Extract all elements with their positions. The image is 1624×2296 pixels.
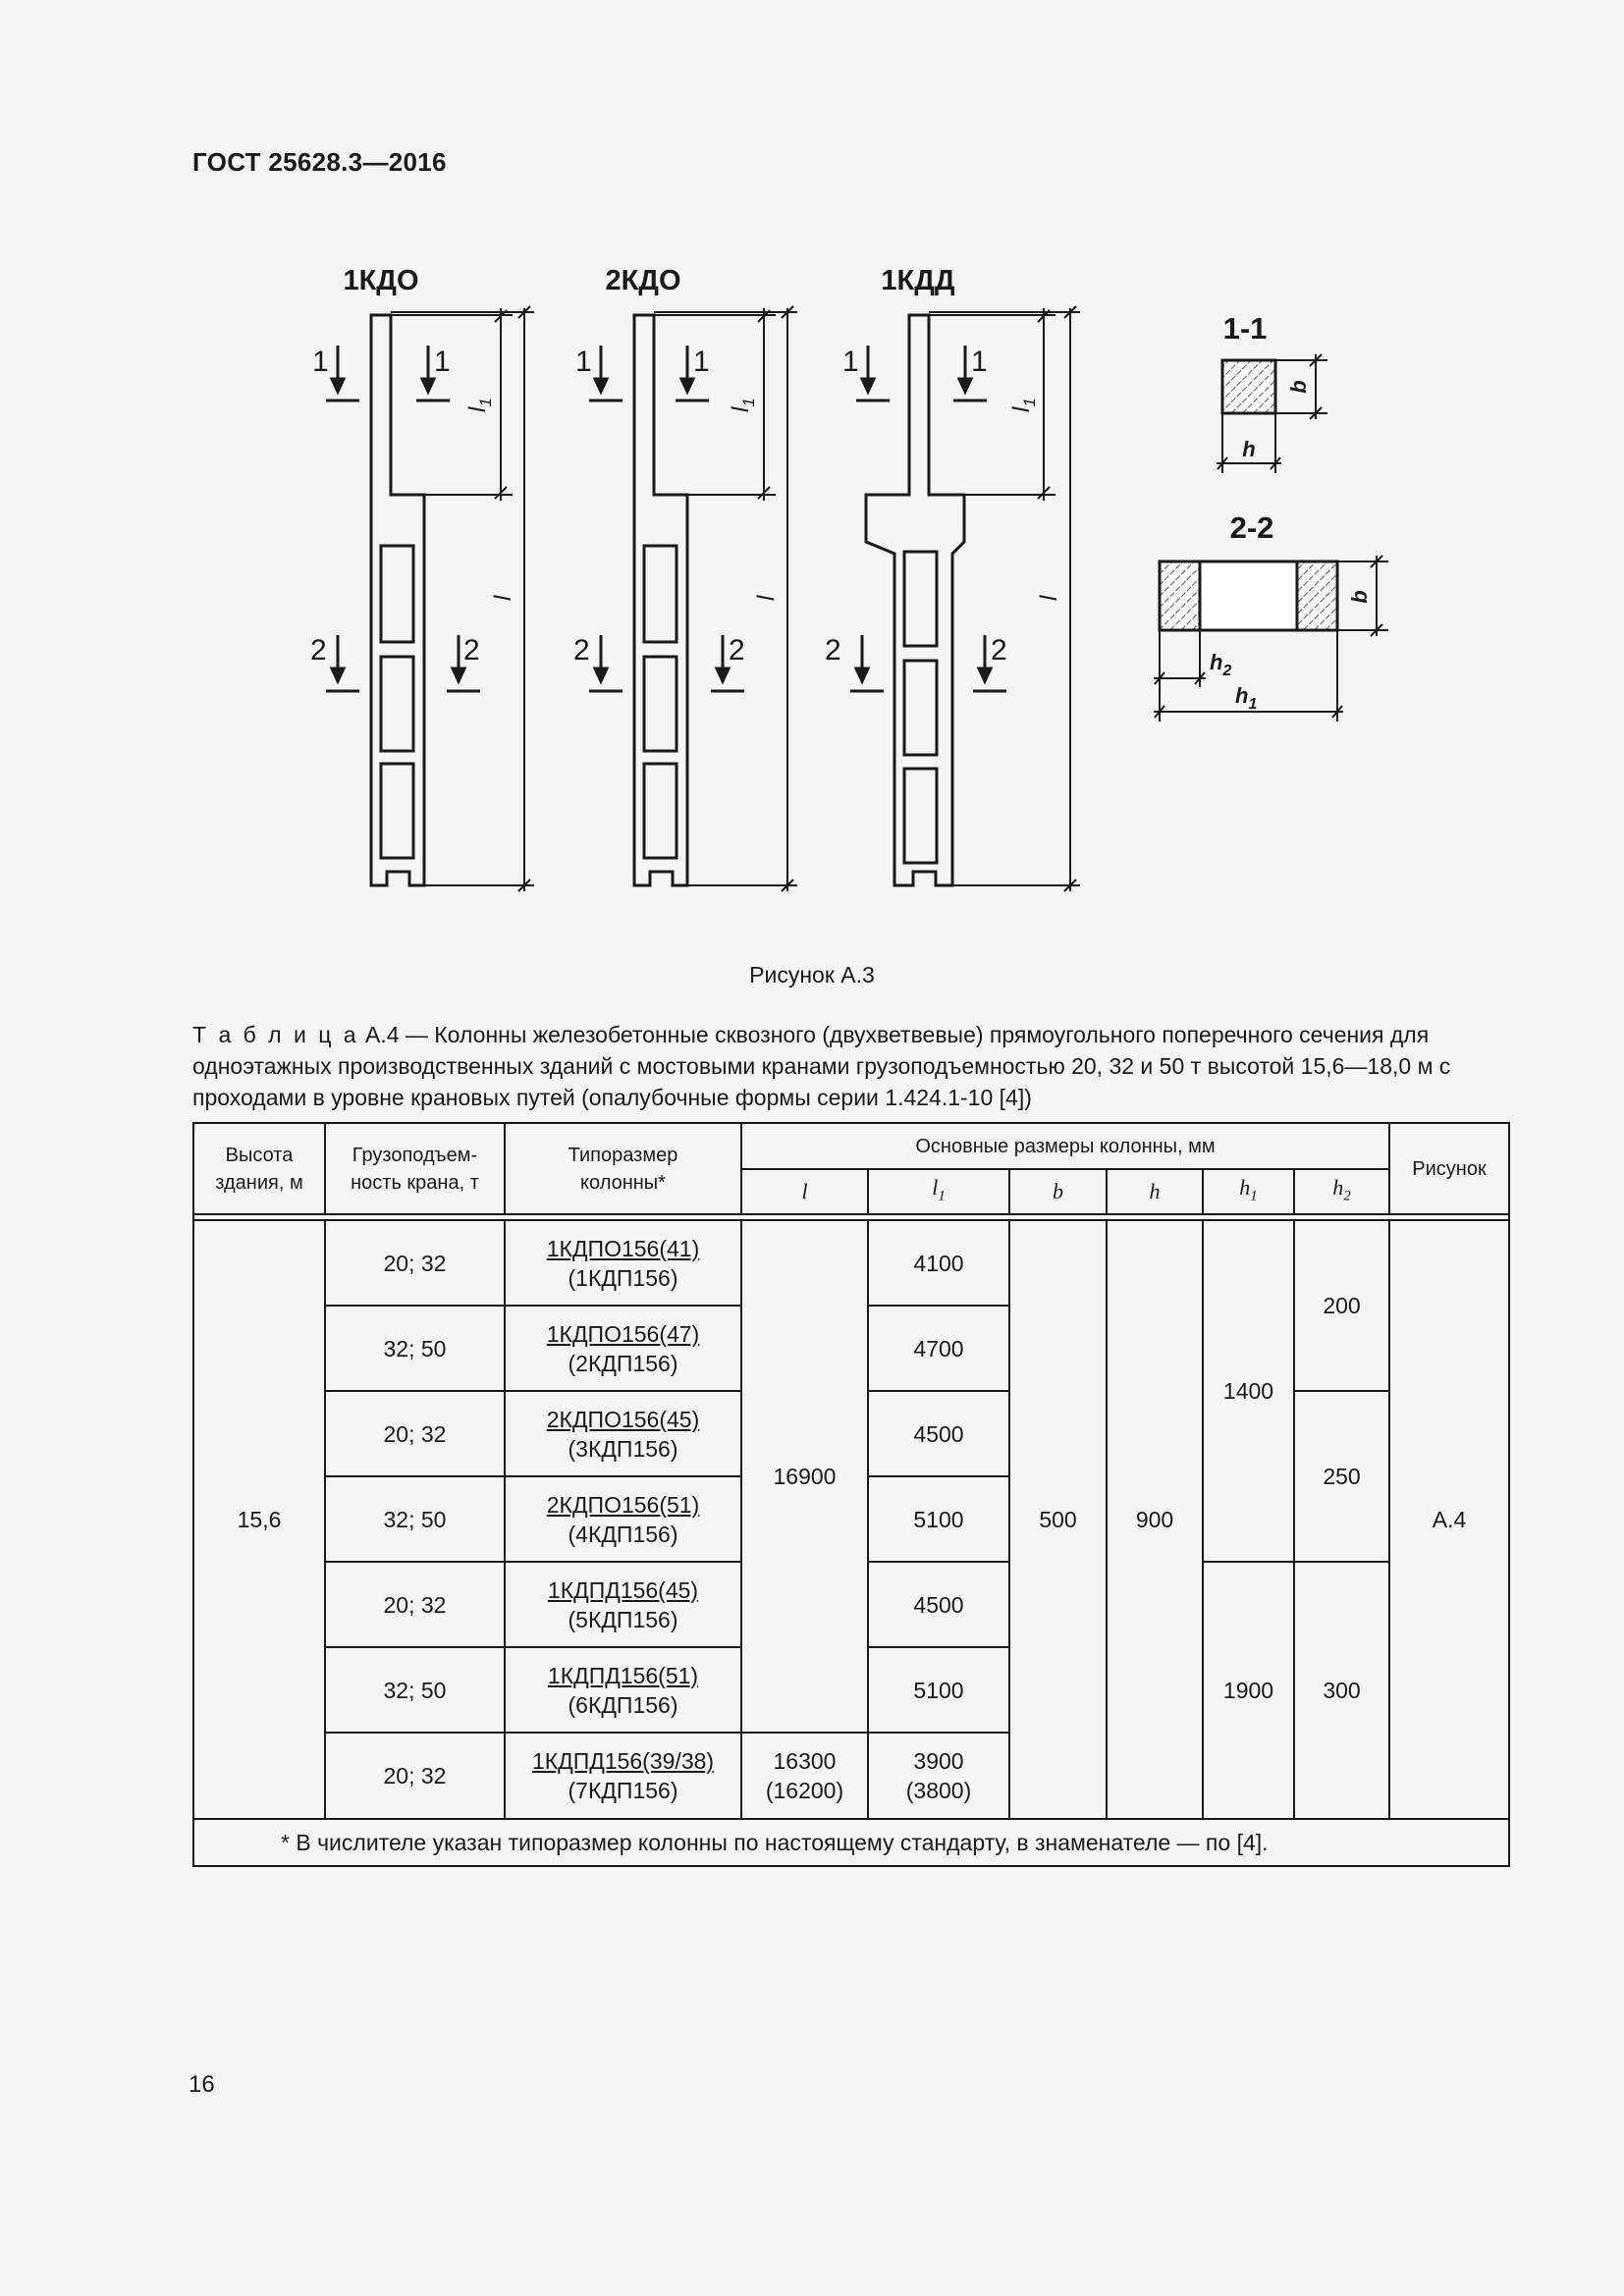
table-title — [192, 1019, 1508, 1113]
section-2-2-dim-h1: $h_1$ — [1235, 683, 1258, 713]
cell-crane: 32; 50 — [325, 1476, 505, 1562]
cell-figure: А.4 — [1389, 1220, 1509, 1819]
section-2-2-label: 2-2 — [1229, 510, 1274, 545]
cell-l1: 4100 — [868, 1220, 1009, 1306]
cell-type: 1КДПО156(41) (1КДП156) — [505, 1220, 741, 1306]
columns-table — [192, 1122, 1510, 1867]
mark-2: 2 — [310, 634, 327, 667]
section-1-1-drawing — [1217, 354, 1327, 473]
mark-1: 1 — [312, 346, 329, 378]
table-footnote-row — [193, 1819, 1509, 1866]
column-drawing-1kdo — [371, 315, 424, 885]
mark-1: 1 — [842, 346, 859, 378]
header-l: l — [741, 1169, 868, 1214]
document-header: ГОСТ 25628.3—2016 — [192, 147, 447, 177]
cell-crane: 20; 32 — [325, 1391, 505, 1476]
cell-type: 1КДПД156(39/38) (7КДП156) — [505, 1733, 741, 1819]
header-crane-capacity: Грузоподъем- ность крана, т — [325, 1123, 505, 1214]
cell-l1: 5100 — [868, 1476, 1009, 1562]
column-label-1kdo: 1КДО — [343, 265, 419, 296]
mark-1: 1 — [434, 346, 451, 378]
header-h: h — [1107, 1169, 1203, 1214]
dim-l1: $l_1$ — [464, 398, 495, 412]
cell-l1: 4700 — [868, 1306, 1009, 1391]
cell-crane: 20; 32 — [325, 1562, 505, 1647]
cell-b: 500 — [1009, 1220, 1107, 1819]
header-b: b — [1009, 1169, 1107, 1214]
section-2-2-drawing — [1154, 556, 1388, 721]
cell-type: 1КДПО156(47) (2КДП156) — [505, 1306, 741, 1391]
mark-1: 1 — [693, 346, 710, 378]
cell-type: 2КДПО156(51) (4КДП156) — [505, 1476, 741, 1562]
mark-2: 2 — [991, 634, 1007, 667]
cell-crane: 32; 50 — [325, 1647, 505, 1733]
header-main-dimensions: Основные размеры колонны, мм — [741, 1123, 1389, 1169]
column-drawings-figure — [0, 236, 1624, 942]
cell-height: 15,6 — [193, 1220, 325, 1819]
cell-h: 900 — [1107, 1220, 1203, 1819]
cell-l1: 3900 (3800) — [868, 1733, 1009, 1819]
table-title-text: А.4 — Колонны железобетонные сквозного (двухветвевые) прямоугольного поперечного сечения для одноэтажных производственных зданий с мостовыми кранами грузоподъемностью 20, 32 и 50 т высотой 15,6—18,0 м с проходами в уровне крановых путей (опалубочные формы серии 1.424.1-10 [4]) — [192, 1022, 1451, 1110]
dim-l: l — [1036, 595, 1062, 601]
cell-l1: 4500 — [868, 1391, 1009, 1476]
section-2-2-dim-h2: $h_2$ — [1210, 650, 1232, 679]
table-title-lead: Т а б л и ц а — [192, 1022, 359, 1047]
mark-1: 1 — [575, 346, 592, 378]
cell-l1: 5100 — [868, 1647, 1009, 1733]
cell-h2: 200 — [1294, 1220, 1389, 1391]
dim-l: l — [490, 595, 516, 601]
cell-h2: 300 — [1294, 1562, 1389, 1819]
column-label-1kdd: 1КДД — [881, 265, 955, 296]
mark-1: 1 — [971, 346, 988, 378]
cell-l: 16300 (16200) — [741, 1733, 868, 1819]
header-l1: $l_1$ — [868, 1169, 1009, 1214]
section-2-2-dim-b: b — [1347, 590, 1372, 604]
mark-2: 2 — [825, 634, 841, 667]
header-h2: $h_2$ — [1294, 1169, 1389, 1214]
dim-l1: $l_1$ — [1008, 398, 1039, 412]
figure-caption: Рисунок А.3 — [749, 962, 875, 988]
dim-l: l — [753, 595, 780, 601]
cell-h2: 250 — [1294, 1391, 1389, 1562]
page-number: 16 — [189, 2071, 215, 2098]
section-1-1-label: 1-1 — [1222, 311, 1268, 346]
header-column-type: Типоразмер колонны* — [505, 1123, 741, 1214]
cell-type: 2КДПО156(45) (3КДП156) — [505, 1391, 741, 1476]
table-row — [193, 1220, 1509, 1306]
cell-type: 1КДПД156(45) (5КДП156) — [505, 1562, 741, 1647]
mark-2: 2 — [463, 634, 480, 667]
cell-l: 16900 — [741, 1220, 868, 1733]
table-footnote: * В числителе указан типоразмер колонны по настоящему стандарту, в знаменателе — по [4]. — [193, 1819, 1509, 1866]
mark-2: 2 — [573, 634, 590, 667]
cell-l1: 4500 — [868, 1562, 1009, 1647]
header-h1: $h_1$ — [1203, 1169, 1294, 1214]
cell-crane: 20; 32 — [325, 1733, 505, 1819]
cell-h1: 1900 — [1203, 1562, 1294, 1819]
cell-type: 1КДПД156(51) (6КДП156) — [505, 1647, 741, 1733]
cell-crane: 20; 32 — [325, 1220, 505, 1306]
dim-l1: $l_1$ — [728, 398, 758, 412]
header-figure: Рисунок — [1389, 1123, 1509, 1214]
header-building-height: Высота здания, м — [193, 1123, 325, 1214]
cell-h1: 1400 — [1203, 1220, 1294, 1562]
column-label-2kdo: 2КДО — [605, 265, 681, 296]
cell-crane: 32; 50 — [325, 1306, 505, 1391]
mark-2: 2 — [729, 634, 745, 667]
section-1-1-dim-b: b — [1286, 380, 1311, 394]
section-1-1-dim-h: h — [1242, 437, 1256, 461]
